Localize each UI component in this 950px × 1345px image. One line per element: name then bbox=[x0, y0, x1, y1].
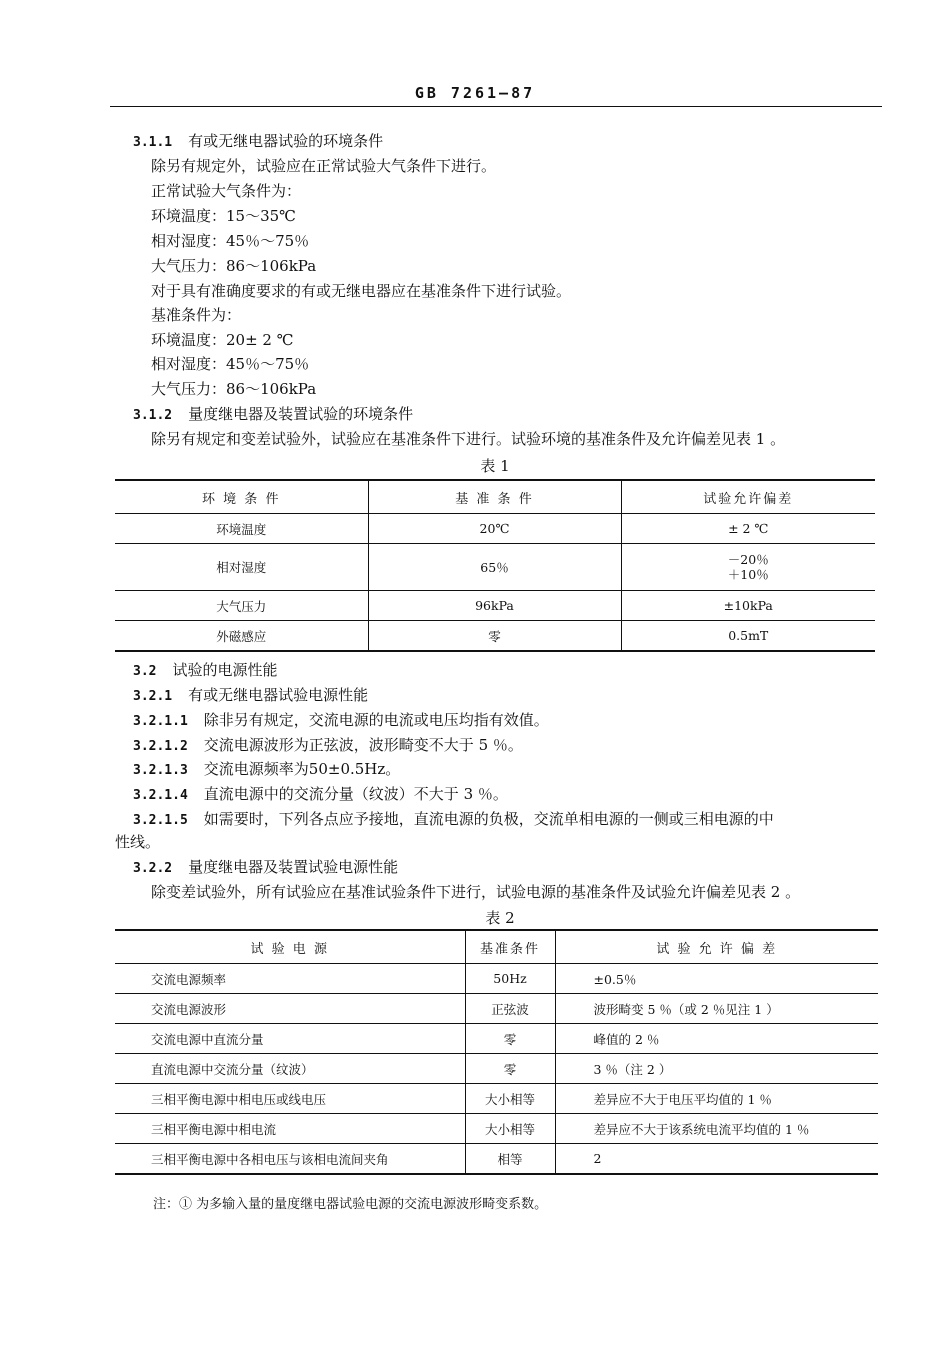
paragraph-line: 大气压力：86～106kPa bbox=[151, 380, 317, 398]
table-note: 注：① 为多输入量的量度继电器试验电源的交流电源波形畸变系数。 bbox=[153, 1197, 548, 1212]
table-cell: 3 ％（注 2 ） bbox=[555, 1054, 878, 1084]
section-number: 3.2 bbox=[133, 664, 157, 679]
clause-continuation: 性线。 bbox=[115, 833, 161, 851]
clause-3-2-1-5 bbox=[133, 810, 774, 830]
section-3-1-2-heading bbox=[133, 405, 413, 425]
table-row bbox=[115, 1054, 878, 1084]
table-cell: 正弦波 bbox=[465, 994, 555, 1024]
clause-number: 3.2.1.5 bbox=[133, 813, 188, 828]
column-header: 基准条件 bbox=[465, 930, 555, 964]
section-number: 3.1.1 bbox=[133, 135, 173, 150]
clause-number: 3.2.1.1 bbox=[133, 714, 188, 729]
table-2-caption: 表 2 bbox=[485, 909, 515, 927]
table-header-row bbox=[115, 480, 875, 514]
table-row bbox=[115, 1114, 878, 1144]
table-cell: 相对湿度 bbox=[115, 544, 368, 591]
table-cell: ±0.5％ bbox=[555, 964, 878, 994]
table-row bbox=[115, 1024, 878, 1054]
table-cell: 零 bbox=[368, 621, 621, 652]
section-3-2-heading bbox=[133, 661, 278, 681]
tolerance-lower: －20％ bbox=[727, 552, 769, 567]
table-cell: 峰值的 2 ％ bbox=[555, 1024, 878, 1054]
table-cell: 波形畸变 5 ％（或 2 ％见注 1 ） bbox=[555, 994, 878, 1024]
table-cell: 差异应不大于该系统电流平均值的 1 ％ bbox=[555, 1114, 878, 1144]
paragraph-line: 除变差试验外，所有试验应在基准试验条件下进行，试验电源的基准条件及试验允许偏差见表 2 。 bbox=[151, 883, 801, 901]
clause-text: 除非另有规定，交流电源的电流或电压均指有效值。 bbox=[203, 711, 549, 729]
paragraph-line: 环境温度：20± 2 ℃ bbox=[151, 331, 294, 349]
section-number: 3.2.2 bbox=[133, 861, 173, 876]
section-title: 有或无继电器试验的环境条件 bbox=[188, 132, 384, 150]
paragraph-line: 环境温度：15～35℃ bbox=[151, 207, 296, 225]
table-cell: 差异应不大于电压平均值的 1 ％ bbox=[555, 1084, 878, 1114]
paragraph-line: 除另有规定外，试验应在正常试验大气条件下进行。 bbox=[151, 157, 497, 175]
table-cell: 相等 bbox=[465, 1144, 555, 1175]
table-cell: 交流电源频率 bbox=[115, 964, 465, 994]
section-3-1-1-heading bbox=[133, 132, 383, 152]
table-cell: 外磁感应 bbox=[115, 621, 368, 652]
table-1 bbox=[115, 479, 875, 652]
section-title: 试验的电源性能 bbox=[172, 661, 278, 679]
table-row bbox=[115, 544, 875, 591]
header-rule bbox=[110, 106, 882, 107]
paragraph-line: 相对湿度：45％～75％ bbox=[151, 232, 310, 250]
clause-text: 交流电源频率为50±0.5Hz。 bbox=[203, 760, 401, 778]
column-header: 试 验 允 许 偏 差 bbox=[555, 930, 878, 964]
table-cell: 环境温度 bbox=[115, 514, 368, 544]
section-3-2-2-heading bbox=[133, 858, 398, 878]
table-cell: 三相平衡电源中相电压或线电压 bbox=[115, 1084, 465, 1114]
table-cell: 96kPa bbox=[368, 591, 621, 621]
table-2 bbox=[115, 929, 878, 1175]
clause-3-2-1-1 bbox=[133, 711, 549, 731]
section-title: 量度继电器及装置试验电源性能 bbox=[188, 858, 399, 876]
section-3-2-1-heading bbox=[133, 686, 368, 706]
clause-number: 3.2.1.3 bbox=[133, 763, 188, 778]
column-header: 试验允许偏差 bbox=[621, 480, 875, 514]
section-number: 3.1.2 bbox=[133, 408, 173, 423]
table-row bbox=[115, 964, 878, 994]
clause-text: 交流电源波形为正弦波，波形畸变不大于 5 ％。 bbox=[203, 736, 523, 754]
table-row bbox=[115, 1084, 878, 1114]
table-cell: 0.5mT bbox=[621, 621, 875, 652]
table-cell: 直流电源中交流分量（纹波） bbox=[115, 1054, 465, 1084]
paragraph-line: 对于具有准确度要求的有或无继电器应在基准条件下进行试验。 bbox=[151, 282, 572, 300]
table-row bbox=[115, 1144, 878, 1175]
table-cell: 交流电源中直流分量 bbox=[115, 1024, 465, 1054]
paragraph-line: 基准条件为： bbox=[151, 306, 242, 324]
table-cell: 大小相等 bbox=[465, 1114, 555, 1144]
table-row bbox=[115, 591, 875, 621]
tolerance-upper: ＋10％ bbox=[727, 567, 769, 582]
table-cell: 零 bbox=[465, 1024, 555, 1054]
section-title: 有或无继电器试验电源性能 bbox=[188, 686, 369, 704]
table-cell: 20℃ bbox=[368, 514, 621, 544]
paragraph-line: 大气压力：86～106kPa bbox=[151, 257, 317, 275]
clause-3-2-1-2 bbox=[133, 736, 523, 756]
column-header: 环 境 条 件 bbox=[202, 491, 281, 507]
clause-text: 如需要时，下列各点应予接地，直流电源的负极，交流单相电源的一侧或三相电源的中 bbox=[203, 810, 774, 828]
section-title: 量度继电器及装置试验的环境条件 bbox=[188, 405, 414, 423]
clause-number: 3.2.1.4 bbox=[133, 788, 188, 803]
table-cell: 大小相等 bbox=[465, 1084, 555, 1114]
document-header: GB 7261—87 bbox=[414, 84, 536, 102]
section-number: 3.2.1 bbox=[133, 689, 173, 704]
table-cell: ± 2 ℃ bbox=[621, 514, 875, 544]
table-row bbox=[115, 621, 875, 652]
paragraph-line: 除另有规定和变差试验外，试验应在基准条件下进行。试验环境的基准条件及允许偏差见表 1 。 bbox=[151, 430, 786, 448]
clause-number: 3.2.1.2 bbox=[133, 739, 188, 754]
table-header-row bbox=[115, 930, 878, 964]
table-cell bbox=[621, 544, 875, 591]
table-cell: 零 bbox=[465, 1054, 555, 1084]
column-header: 试 验 电 源 bbox=[250, 941, 329, 957]
paragraph-line: 相对湿度：45％～75％ bbox=[151, 355, 310, 373]
paragraph-line: 正常试验大气条件为： bbox=[151, 182, 302, 200]
table-cell: 交流电源波形 bbox=[115, 994, 465, 1024]
table-cell: 65％ bbox=[368, 544, 621, 591]
table-cell: 2 bbox=[555, 1144, 878, 1175]
clause-3-2-1-3 bbox=[133, 760, 400, 780]
table-1-caption: 表 1 bbox=[480, 457, 510, 475]
table-cell: 大气压力 bbox=[115, 591, 368, 621]
clause-text: 直流电源中的交流分量（纹波）不大于 3 ％。 bbox=[203, 785, 508, 803]
table-row bbox=[115, 514, 875, 544]
table-row bbox=[115, 994, 878, 1024]
table-cell: ±10kPa bbox=[621, 591, 875, 621]
table-cell: 三相平衡电源中相电流 bbox=[115, 1114, 465, 1144]
table-cell: 50Hz bbox=[465, 964, 555, 994]
clause-3-2-1-4 bbox=[133, 785, 508, 805]
column-header: 基 准 条 件 bbox=[368, 480, 621, 514]
table-cell: 三相平衡电源中各相电压与该相电流间夹角 bbox=[115, 1144, 465, 1175]
